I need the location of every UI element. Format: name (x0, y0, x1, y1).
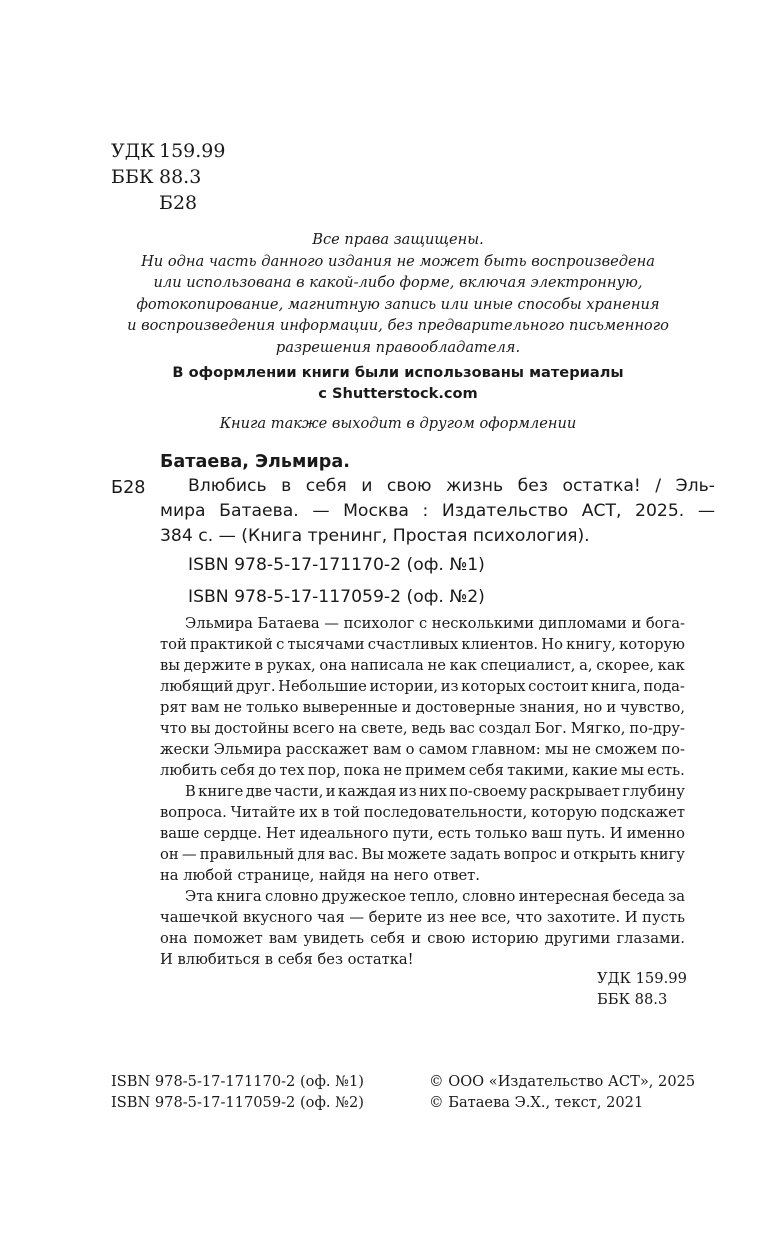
annotation-bbk: ББК 88.3 (597, 991, 668, 1008)
annotation-word: которых (461, 678, 526, 695)
annotation-word: глубину (622, 783, 685, 800)
annotation-line (160, 802, 685, 823)
annotation-word: дипломами (538, 615, 627, 632)
bib-word: Издательство (441, 501, 569, 521)
annotation-word: мы (544, 741, 569, 758)
annotation-word: жески (160, 741, 210, 758)
annotation-word: но (583, 699, 603, 716)
annotation-word: достойны (214, 720, 289, 737)
bib-word: 384 с. — (Книга тренинг, Простая психология). (160, 526, 590, 546)
annotation-word: вы (160, 657, 180, 674)
annotation-word: именно (626, 825, 685, 842)
annotation-word: книга (216, 888, 262, 905)
catalog-author: Батаева, Эльмира. (160, 452, 350, 472)
annotation-word: клиентов. (461, 636, 539, 653)
bib-word: Москва (343, 501, 409, 521)
annotation-word: Эта (185, 888, 214, 905)
annotation-udk: УДК 159.99 (597, 970, 687, 987)
bib-line (160, 499, 715, 524)
annotation-word: а, (579, 657, 593, 674)
annotation-word: скорее, (596, 657, 654, 674)
annotation-word: поможет (193, 930, 263, 947)
annotation-word: ведь (411, 720, 446, 737)
annotation-word: путь. (566, 825, 606, 842)
bib-word: Эль- (675, 476, 715, 496)
annotation-word: Эльмира (185, 615, 253, 632)
annotation-word: себя (220, 762, 256, 779)
annotation-word: книге (198, 783, 244, 800)
annotation-word: как (449, 657, 477, 674)
rights-line: Все права защищены. (312, 231, 484, 248)
annotation-line (160, 886, 685, 907)
annotation-word: тех (279, 762, 305, 779)
annotation-word: пути, (392, 825, 434, 842)
annotation-word: только (474, 825, 528, 842)
annotation-word: самом (418, 741, 468, 758)
annotation-word: вкусного (242, 909, 313, 926)
annotation-word: две (245, 783, 272, 800)
bib-word: и (361, 476, 373, 496)
annotation-word: не (383, 762, 402, 779)
annotation-word: примем (405, 762, 466, 779)
annotation-line (160, 823, 685, 844)
annotation-word: всего (292, 720, 335, 737)
annotation-word: тепло, (409, 888, 459, 905)
annotation-word: — (181, 846, 197, 863)
annotation-word: для (297, 846, 326, 863)
annotation-word: И (624, 909, 638, 926)
annotation-word: той (160, 636, 187, 653)
annotation-word: бога- (645, 615, 685, 632)
classification-block (111, 138, 225, 216)
annotation-word: достоверные (415, 699, 516, 716)
bib-word: Батаева. (219, 501, 299, 521)
annotation-line (160, 739, 685, 760)
udk-value: 159.99 (159, 140, 226, 162)
annotation-word: сердце. (203, 825, 262, 842)
annotation-word: свете, (360, 720, 408, 737)
annotation-word: и (325, 783, 336, 800)
annotation-word: ваше (160, 825, 200, 842)
annotation-word: книгу, (566, 636, 616, 653)
author-mark-row (111, 190, 225, 216)
shutterstock-line: В оформлении книги были использованы материалы (172, 364, 624, 381)
annotation-word: она (160, 930, 188, 947)
annotation-word: вопроса. (160, 804, 227, 821)
bib-word: мира (160, 501, 206, 521)
bib-word: 2025. (635, 501, 685, 521)
annotation-word: не (427, 657, 446, 674)
annotation-word: — (324, 615, 339, 632)
bib-word: жизнь (445, 476, 504, 496)
annotation-word: создал (478, 720, 531, 737)
annotation-line (160, 781, 685, 802)
annotation-word: психолог (343, 615, 415, 632)
annotation-line (160, 613, 685, 634)
annotation-word: раскрывает (529, 783, 620, 800)
annotation-word: не (572, 741, 591, 758)
shutterstock-line: с Shutterstock.com (318, 385, 478, 402)
annotation-word: в (254, 657, 263, 674)
annotation-word: книгу (639, 846, 685, 863)
annotation-word: интересная (518, 888, 610, 905)
annotation-word: специалист, (480, 657, 576, 674)
annotation-word: Но (541, 636, 563, 653)
catalog-bibliographic-record (160, 474, 715, 549)
annotation-word: такими, (507, 762, 569, 779)
annotation-line (160, 928, 685, 949)
bib-word: — (312, 501, 330, 521)
annotation-word: вас. (328, 846, 359, 863)
annotation-word: есть (437, 825, 471, 842)
annotation-line (160, 676, 685, 697)
annotation-line (160, 697, 685, 718)
annotation-word: пока (343, 762, 381, 779)
annotation-word: Читайте (230, 804, 296, 821)
bbk-row (111, 164, 225, 190)
bib-word: — (697, 501, 715, 521)
annotation-word: он (160, 846, 179, 863)
annotation-line (160, 655, 685, 676)
annotation-word: до (258, 762, 277, 779)
annotation-word: беседа (612, 888, 665, 905)
annotation-word: только (246, 699, 299, 716)
annotation-word: — (349, 909, 365, 926)
annotation-word: них (419, 783, 447, 800)
annotation-word: истории, (369, 678, 439, 695)
annotation-word: вопрос (503, 846, 557, 863)
annotation-word: знания, (519, 699, 580, 716)
annotation-word: открыть (573, 846, 637, 863)
annotation-word: Мягко, (570, 720, 626, 737)
annotation-word: из (440, 678, 459, 695)
annotation-word: тысячами (287, 636, 365, 653)
annotation-word: несколькими (431, 615, 535, 632)
footer-isbn-2: ISBN 978-5-17-117059-2 (оф. №2) (111, 1094, 364, 1111)
bib-word: себя (305, 476, 347, 496)
annotation-word: чая (317, 909, 345, 926)
annotation (160, 613, 685, 970)
annotation-word: вам (190, 699, 220, 716)
annotation-word: на (338, 720, 357, 737)
annotation-word: пода- (643, 678, 685, 695)
bib-line (160, 474, 715, 499)
bbk-label: ББК (111, 166, 154, 188)
annotation-word: что (160, 720, 187, 737)
annotation-word: чувство, (620, 699, 685, 716)
alt-edition-note: Книга также выходит в другом оформлении (219, 415, 577, 432)
annotation-word: пор, (307, 762, 341, 779)
rights-line: и воспроизведения информации, без предварительного письменного (127, 317, 669, 335)
annotation-word: практикой (189, 636, 273, 653)
annotation-word: по-своему (449, 783, 527, 800)
annotation-word: по- (661, 741, 685, 758)
annotation-line (160, 634, 685, 655)
annotation-word: которую (531, 804, 597, 821)
annotation-word: какие (572, 762, 618, 779)
bbk-value: 88.3 (159, 166, 202, 188)
annotation-word: И влюбиться в себя без остатка! (160, 951, 414, 968)
annotation-word: счастливых (367, 636, 459, 653)
annotation-word: о (405, 741, 415, 758)
annotation-line (160, 865, 685, 886)
annotation-line (160, 760, 685, 781)
bib-word: остатка! (562, 476, 641, 496)
annotation-codes (597, 968, 687, 1010)
annotation-word: вас (449, 720, 475, 737)
bib-line (160, 524, 715, 549)
bib-word: АСТ, (581, 501, 622, 521)
annotation-word: свою (427, 930, 466, 947)
catalog-isbn-1: ISBN 978-5-17-171170-2 (оф. №1) (188, 555, 485, 575)
annotation-word: она (319, 657, 347, 674)
bib-word: свою (386, 476, 432, 496)
annotation-word: есть. (647, 762, 685, 779)
annotation-word: глазами. (616, 930, 685, 947)
annotation-word: в (321, 804, 330, 821)
annotation-word: держите (183, 657, 251, 674)
annotation-word: с (276, 636, 285, 653)
udk-label: УДК (111, 140, 155, 162)
annotation-word: себя (468, 762, 504, 779)
annotation-line (160, 949, 685, 970)
bib-word: : (422, 501, 429, 521)
annotation-word: нее (449, 909, 477, 926)
rights-line: или использована в какой-либо форме, включая электронную, (153, 274, 643, 292)
annotation-word: берите (368, 909, 423, 926)
annotation-word: Эльмира (213, 741, 282, 758)
annotation-word: словно (462, 888, 516, 905)
annotation-line (160, 907, 685, 928)
annotation-word: их (299, 804, 318, 821)
catalog-isbn-2: ISBN 978-5-17-117059-2 (оф. №2) (188, 587, 485, 607)
annotation-word: и (411, 930, 422, 947)
annotation-word: из (426, 909, 445, 926)
udk-row (111, 138, 225, 164)
annotation-word: главном: (471, 741, 541, 758)
annotation-word: можете (387, 846, 447, 863)
annotation-word: правильный (199, 846, 295, 863)
annotation-line (160, 844, 685, 865)
footer-isbn-1: ISBN 978-5-17-171170-2 (оф. №1) (111, 1073, 364, 1090)
annotation-word: друг. (236, 678, 276, 695)
annotation-word: книга, (590, 678, 641, 695)
annotation-word: вам (268, 930, 298, 947)
annotation-word: себя (370, 930, 406, 947)
annotation-word: другими (544, 930, 611, 947)
annotation-word: части, (274, 783, 324, 800)
annotation-word: все, (481, 909, 511, 926)
annotation-word: идеального (299, 825, 389, 842)
annotation-word: чашечкой (160, 909, 239, 926)
annotation-word: Небольшие (278, 678, 367, 695)
annotation-word: увидеть (303, 930, 365, 947)
annotation-word: той (333, 804, 360, 821)
shutterstock-note (100, 362, 696, 404)
annotation-word: любящий (160, 678, 234, 695)
author-mark: Б28 (159, 192, 198, 214)
annotation-word: сможем (595, 741, 658, 758)
annotation-word: каждая (337, 783, 397, 800)
annotation-word: которую (619, 636, 685, 653)
rights-line: фотокопирование, магнитную запись или иные способы хранения (136, 295, 660, 313)
annotation-word: и (606, 699, 617, 716)
annotation-word: ваш (531, 825, 563, 842)
annotation-word: и (401, 699, 412, 716)
footer-copyright-block (429, 1071, 695, 1113)
annotation-word: руках, (266, 657, 316, 674)
annotation-word: что (515, 909, 543, 926)
footer-copyright-2: © Батаева Э.Х., текст, 2021 (429, 1094, 644, 1111)
bib-word: в (281, 476, 292, 496)
annotation-word: как (657, 657, 685, 674)
annotation-word: за (668, 888, 685, 905)
annotation-word: вам (372, 741, 402, 758)
annotation-word: и (560, 846, 570, 863)
footer-copyright-1: © ООО «Издательство АСТ», 2025 (429, 1073, 696, 1090)
annotation-word: мы (620, 762, 644, 779)
annotation-word: из (398, 783, 417, 800)
annotation-word: на любой странице, найдя на него ответ. (160, 867, 480, 884)
bib-word: Влюбись (188, 476, 267, 496)
annotation-word: И (609, 825, 623, 842)
annotation-word: подскажет (600, 804, 685, 821)
annotation-word: состоит (528, 678, 589, 695)
annotation-word: по-дру- (629, 720, 685, 737)
annotation-word: последовательности, (363, 804, 528, 821)
annotation-word: Бог. (534, 720, 567, 737)
annotation-word: не (223, 699, 242, 716)
annotation-word: вы (190, 720, 211, 737)
annotation-word: пусть (642, 909, 685, 926)
annotation-word: и (631, 615, 642, 632)
catalog-shelf-mark: Б28 (111, 478, 146, 498)
bib-word: / (655, 476, 662, 496)
rights-line: Ни одна часть данного издания не может быть воспроизведена (141, 252, 655, 270)
annotation-word: Батаева (257, 615, 320, 632)
annotation-word: любить (160, 762, 217, 779)
annotation-word: задать (449, 846, 501, 863)
annotation-line (160, 718, 685, 739)
annotation-word: словно (265, 888, 319, 905)
footer-isbn-block (111, 1071, 364, 1113)
rights-line: разрешения правообладателя. (275, 338, 521, 356)
annotation-word: захотите. (546, 909, 621, 926)
annotation-word: Вы (361, 846, 384, 863)
rights-notice (100, 229, 696, 359)
annotation-word: В (185, 783, 196, 800)
annotation-word: расскажет (285, 741, 369, 758)
annotation-word: написала (350, 657, 424, 674)
annotation-word: с (418, 615, 428, 632)
annotation-word: рят (160, 699, 187, 716)
annotation-word: историю (471, 930, 539, 947)
annotation-word: выверенные (302, 699, 398, 716)
annotation-word: дружеское (321, 888, 406, 905)
annotation-word: Нет (265, 825, 296, 842)
bib-word: без (517, 476, 548, 496)
